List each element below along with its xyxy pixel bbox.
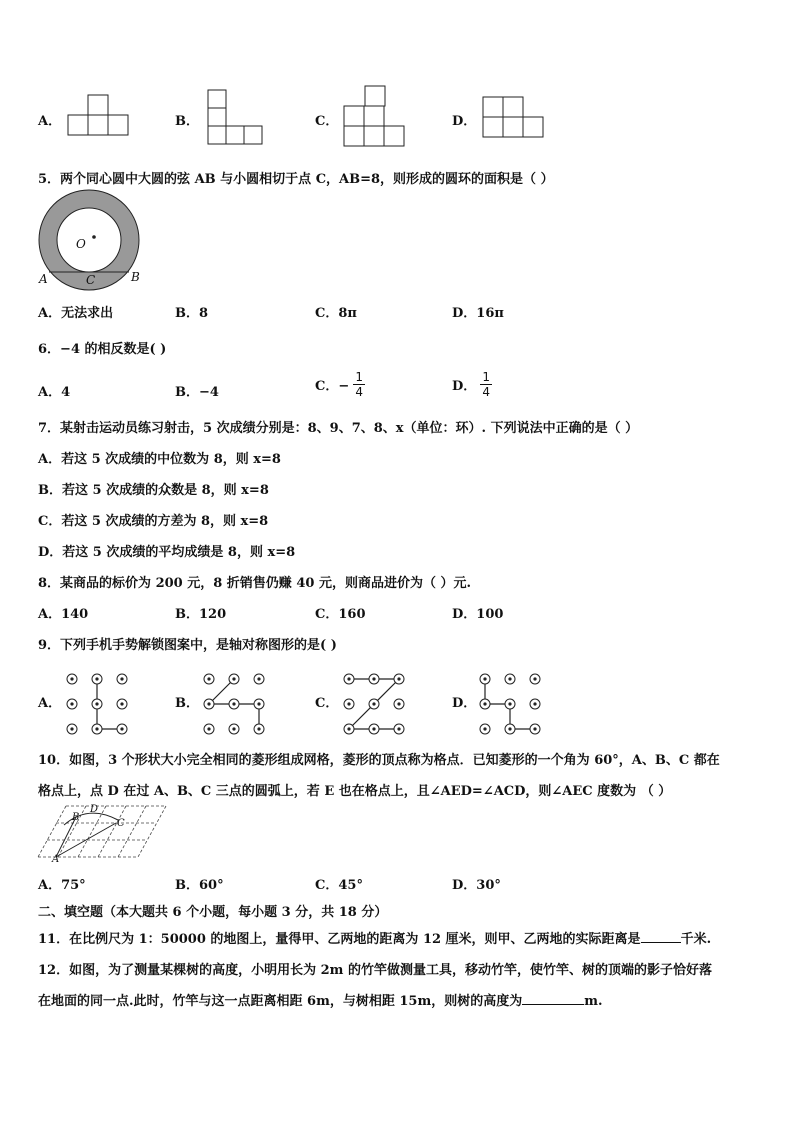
q8-stem: 8．某商品的标价为 200 元，8 折销售仍赚 40 元，则商品进价为（ ）元. [38, 576, 471, 591]
q12-line2 [38, 990, 603, 1009]
unlock-dot-center [95, 727, 98, 730]
unlock-dot-center [347, 677, 350, 680]
q5-fig-label-b: B [131, 270, 140, 284]
unlock-dot-center [120, 727, 123, 730]
q4-option-c-label: C． [315, 114, 339, 129]
q5-option-b: B．8 [175, 306, 209, 321]
q11-after: 千米. [680, 932, 712, 947]
q8-option-d: D．100 [452, 607, 504, 622]
q5-stem: 5．两个同心圆中大圆的弦 AB 与小圆相切于点 C，AB=8，则形成的圆环的面积是（ ） [38, 172, 554, 187]
q8-option-c: C．160 [315, 607, 366, 622]
unlock-dot-center [397, 677, 400, 680]
unlock-dot-center [70, 727, 73, 730]
unlock-dot-center [372, 677, 375, 680]
q6-option-c-prefix: C．− [315, 379, 350, 394]
q6-option-d-denominator: 4 [482, 385, 491, 399]
unlock-dot-center [372, 727, 375, 730]
unlock-dot-center [70, 677, 73, 680]
q4-option-a-figure [68, 95, 130, 137]
q7-option-d: D．若这 5 次成绩的平均成绩是 8，则 x=8 [38, 545, 296, 560]
unlock-dot-center [95, 702, 98, 705]
unlock-dot-center [508, 727, 511, 730]
q5-fig-label-c: C [86, 273, 96, 287]
q9-option-c-label: C． [315, 696, 339, 711]
q9-stem: 9．下列手机手势解锁图案中，是轴对称图形的是( ) [38, 638, 337, 653]
q6-option-d-fraction [480, 370, 492, 399]
unlock-dot-center [207, 727, 210, 730]
unlock-dot-center [120, 702, 123, 705]
q12-line2-before: 在地面的同一点.此时，竹竿与这一点距离相距 6m，与树相距 15m，则树的高度为 [38, 994, 523, 1009]
unlock-dot-center [207, 677, 210, 680]
q4-option-c-figure [344, 86, 408, 148]
q9-option-b-pattern [195, 665, 275, 735]
q6-option-d-prefix: D． [452, 379, 477, 394]
unlock-dot-center [232, 727, 235, 730]
unlock-dot-center [533, 677, 536, 680]
unlock-dot-center [257, 677, 260, 680]
q11-answer-blank[interactable] [641, 942, 681, 943]
q12-line1: 12．如图，为了测量某棵树的高度，小明用长为 2m 的竹竿做测量工具，移动竹竿，使竹竿、树的顶端的影子恰好落 [38, 963, 712, 978]
q5-option-c: C．8π [315, 306, 357, 321]
q4-option-d-label: D． [452, 114, 477, 129]
q7-option-c: C．若这 5 次成绩的方差为 8，则 x=8 [38, 514, 269, 529]
unlock-dot-center [257, 702, 260, 705]
unlock-dot-center [70, 702, 73, 705]
q4-option-b-figure [208, 90, 268, 146]
q7-stem: 7．某射击运动员练习射击，5 次成绩分别是：8、9、7、8、x（单位：环）. 下列说法中正确的是（ ） [38, 421, 639, 436]
q10-option-a: A．75° [38, 878, 86, 893]
q6-stem: 6．−4 的相反数是( ) [38, 342, 167, 357]
q4-option-b-label: B． [175, 114, 199, 129]
unlock-dot-center [95, 677, 98, 680]
section-2-heading: 二、填空题（本大题共 6 个小题，每小题 3 分，共 18 分） [38, 905, 388, 920]
q10-fig-label-a: A [52, 854, 60, 865]
q10-fig-label-b: B [72, 812, 80, 823]
q4-option-d-figure [483, 97, 547, 139]
q9-option-b-label: B． [175, 696, 199, 711]
q6-option-c-numerator: 1 [355, 370, 364, 384]
q8-option-b: B．120 [175, 607, 227, 622]
q5-fig-label-a: A [39, 272, 48, 286]
unlock-dot-center [483, 727, 486, 730]
q10-fig-label-c: C [117, 818, 125, 829]
unlock-dot-center [397, 727, 400, 730]
unlock-dot-center [397, 702, 400, 705]
q7-option-a: A．若这 5 次成绩的中位数为 8，则 x=8 [38, 452, 281, 467]
q6-option-a: A．4 [38, 385, 71, 400]
unlock-dot-center [483, 702, 486, 705]
q9-option-a-pattern [58, 665, 138, 735]
q6-option-c-denominator: 4 [355, 385, 364, 399]
unlock-dot-center [347, 727, 350, 730]
q9-option-d-label: D． [452, 696, 477, 711]
q4-option-a-label: A． [38, 114, 62, 129]
q9-option-d-pattern [471, 665, 551, 735]
q6-option-b: B．−4 [175, 385, 219, 400]
unlock-dot-center [347, 702, 350, 705]
q5-fig-label-o: O [76, 237, 86, 251]
q11-line [38, 928, 711, 947]
unlock-dot-center [533, 702, 536, 705]
q10-option-d: D．30° [452, 878, 501, 893]
q7-option-b: B．若这 5 次成绩的众数是 8，则 x=8 [38, 483, 269, 498]
q10-line2: 格点上，点 D 在过 A、B、C 三点的圆弧上，若 E 也在格点上，且∠AED=∠ACD，则∠AEC 度数为 （ ） [38, 784, 672, 799]
q9-option-c-pattern [335, 665, 415, 735]
q10-option-b: B．60° [175, 878, 224, 893]
q10-line1: 10．如图，3 个形状大小完全相同的菱形组成网格，菱形的顶点称为格点．已知菱形的一个角为 60°，A、B、C 都在 [38, 753, 720, 768]
q9-option-a-label: A． [38, 696, 62, 711]
q8-option-a: A．140 [38, 607, 89, 622]
unlock-dot-center [372, 702, 375, 705]
q11-before: 11．在比例尺为 1：50000 的地图上，量得甲、乙两地的距离为 12 厘米，则甲、乙两地的实际距离是 [38, 932, 641, 947]
q5-option-a: A．无法求出 [38, 306, 114, 321]
q6-option-d-numerator: 1 [482, 370, 491, 384]
unlock-dot-center [508, 702, 511, 705]
unlock-dot-center [120, 677, 123, 680]
q10-option-c: C．45° [315, 878, 363, 893]
unlock-dot-center [232, 677, 235, 680]
q12-line2-after: m. [584, 994, 603, 1009]
unlock-dot-center [508, 677, 511, 680]
unlock-dot-center [533, 727, 536, 730]
q6-option-d [452, 370, 492, 399]
unlock-dot-center [232, 702, 235, 705]
unlock-dot-center [483, 677, 486, 680]
q6-option-c [315, 370, 365, 399]
unlock-dot-center [257, 727, 260, 730]
q5-option-d: D．16π [452, 306, 504, 321]
unlock-dot-center [207, 702, 210, 705]
q6-option-c-fraction [353, 370, 365, 399]
q12-answer-blank[interactable] [522, 1004, 584, 1005]
q10-fig-label-d: D [90, 804, 99, 815]
